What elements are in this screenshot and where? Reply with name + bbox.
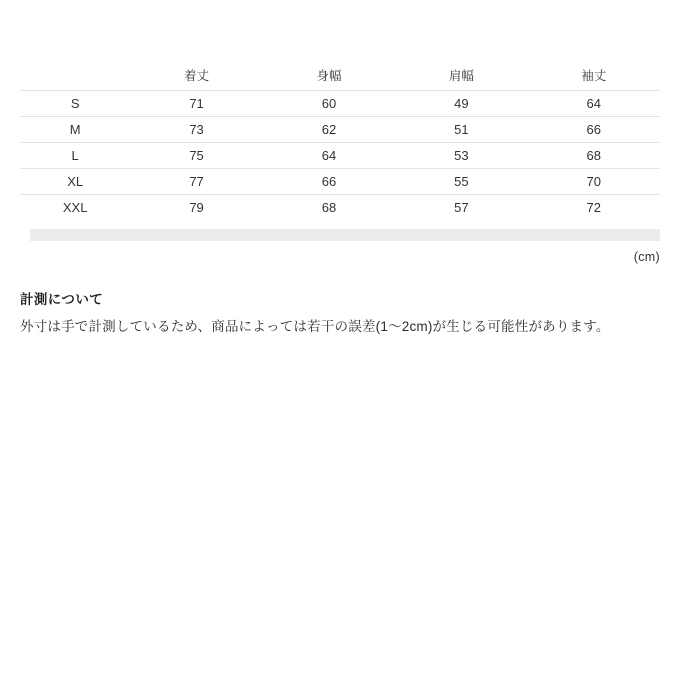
row-label-s: S (20, 91, 130, 117)
column-header-length: 着丈 (184, 69, 210, 83)
row-label-m: M (20, 117, 130, 143)
cell-m-width: 62 (263, 117, 395, 143)
cell-xxl-shoulder: 57 (454, 200, 469, 215)
column-header-width: 身幅 (316, 69, 342, 83)
row-label-xxl: XXL (62, 200, 88, 215)
table-header-row (20, 46, 660, 91)
table-row (20, 143, 660, 169)
cell-xl-sleeve: 70 (528, 169, 660, 195)
cell-l-sleeve: 68 (528, 143, 660, 169)
row-label-l: L (20, 143, 130, 169)
cell-m-shoulder: 51 (395, 117, 527, 143)
size-table-header (20, 46, 660, 91)
cell-xxl-width: 68 (321, 200, 337, 215)
cell-xxl-length: 79 (189, 200, 204, 215)
cell-xl-shoulder: 55 (395, 169, 527, 195)
table-row (20, 169, 660, 195)
cell-m-sleeve: 66 (528, 117, 660, 143)
measurement-note-title: 計測について (20, 292, 104, 307)
size-table-body (20, 91, 660, 221)
cell-xl-width: 66 (263, 169, 395, 195)
table-row (20, 195, 660, 221)
table-row (20, 91, 660, 117)
measurement-note-body: 外寸は手で計測しているため、商品によっては若干の誤差(1〜2cm)が生じる可能性があります。 (20, 319, 610, 334)
unit-label: (cm) (633, 250, 660, 264)
size-table (20, 46, 660, 220)
column-header-sleeve: 袖丈 (581, 69, 607, 83)
column-header-shoulder: 肩幅 (448, 69, 474, 83)
table-row (20, 117, 660, 143)
cell-s-sleeve: 64 (528, 91, 660, 117)
cell-l-shoulder: 53 (395, 143, 527, 169)
cell-s-length: 71 (130, 91, 262, 117)
cell-xl-length: 77 (130, 169, 262, 195)
cell-s-shoulder: 49 (395, 91, 527, 117)
cell-s-width: 60 (263, 91, 395, 117)
table-footer-band (30, 229, 660, 241)
column-header-size (20, 46, 130, 91)
cell-xxl-sleeve: 72 (586, 200, 602, 215)
cell-l-width: 64 (263, 143, 395, 169)
cell-l-length: 75 (130, 143, 262, 169)
cell-m-length: 73 (130, 117, 262, 143)
row-label-xl: XL (20, 169, 130, 195)
